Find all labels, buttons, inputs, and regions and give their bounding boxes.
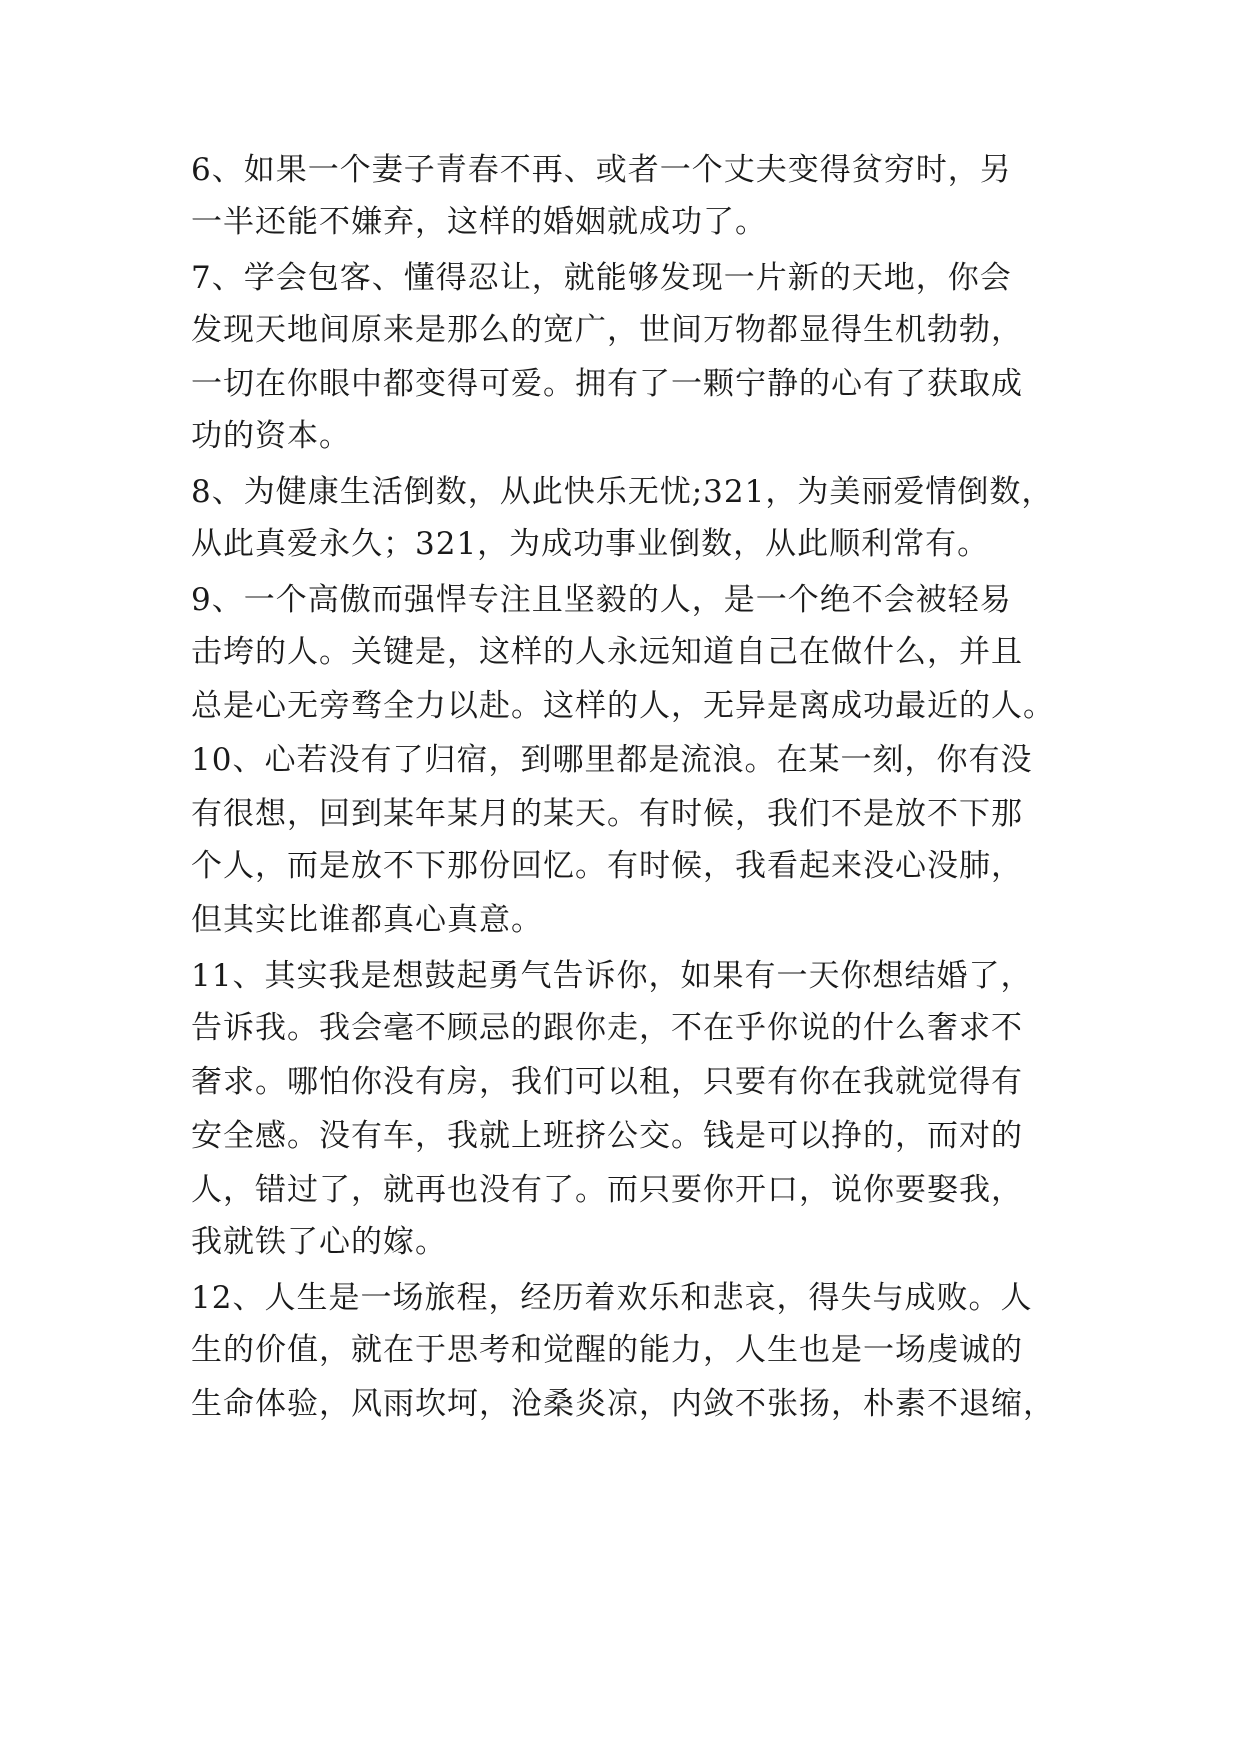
text-line: 我就铁了心的嫁。: [191, 1224, 447, 1260]
text-line: 8、为健康生活倒数，从此快乐无忧;321，为美丽爱情倒数，: [191, 474, 1054, 510]
text-line: 安全感。没有车，我就上班挤公交。钱是可以挣的，而对的: [191, 1118, 1023, 1154]
text-line: 一半还能不嫌弃，这样的婚姻就成功了。: [191, 204, 767, 240]
text-line: 12、人生是一场旅程，经历着欢乐和悲哀，得失与成败。人: [191, 1280, 1033, 1316]
text-line: 一切在你眼中都变得可爱。拥有了一颗宁静的心有了获取成: [191, 366, 1023, 402]
text-line: 奢求。哪怕你没有房，我们可以租，只要有你在我就觉得有: [191, 1064, 1023, 1100]
text-line: 9、一个高傲而强悍专注且坚毅的人，是一个绝不会被轻易: [191, 582, 1012, 618]
text-line: 功的资本。: [191, 418, 351, 454]
text-line: 生的价值，就在于思考和觉醒的能力，人生也是一场虔诚的: [191, 1332, 1023, 1368]
text-line: 生命体验，风雨坎坷，沧桑炎凉，内敛不张扬，朴素不退缩，: [191, 1386, 1055, 1422]
text-line: 个人，而是放不下那份回忆。有时候，我看起来没心没肺，: [191, 848, 1023, 884]
text-line: 但其实比谁都真心真意。: [191, 902, 543, 938]
text-line: 总是心无旁骛全力以赴。这样的人，无异是离成功最近的人。: [191, 688, 1055, 724]
text-line: 7、学会包客、懂得忍让，就能够发现一片新的天地，你会: [191, 260, 1012, 296]
text-line: 从此真爱永久；321，为成功事业倒数，从此顺利常有。: [191, 526, 990, 562]
text-line: 6、如果一个妻子青春不再、或者一个丈夫变得贫穷时，另: [191, 152, 1012, 188]
text-line: 10、心若没有了归宿，到哪里都是流浪。在某一刻，你有没: [191, 742, 1033, 778]
text-line: 11、其实我是想鼓起勇气告诉你，如果有一天你想结婚了，: [191, 958, 1033, 994]
text-line: 有很想，回到某年某月的某天。有时候，我们不是放不下那: [191, 796, 1023, 832]
text-line: 人，错过了，就再也没有了。而只要你开口，说你要娶我，: [191, 1172, 1023, 1208]
text-line: 击垮的人。关键是，这样的人永远知道自己在做什么，并且: [191, 634, 1023, 670]
text-line: 发现天地间原来是那么的宽广，世间万物都显得生机勃勃，: [191, 312, 1023, 348]
text-line: 告诉我。我会毫不顾忌的跟你走，不在乎你说的什么奢求不: [191, 1010, 1023, 1046]
